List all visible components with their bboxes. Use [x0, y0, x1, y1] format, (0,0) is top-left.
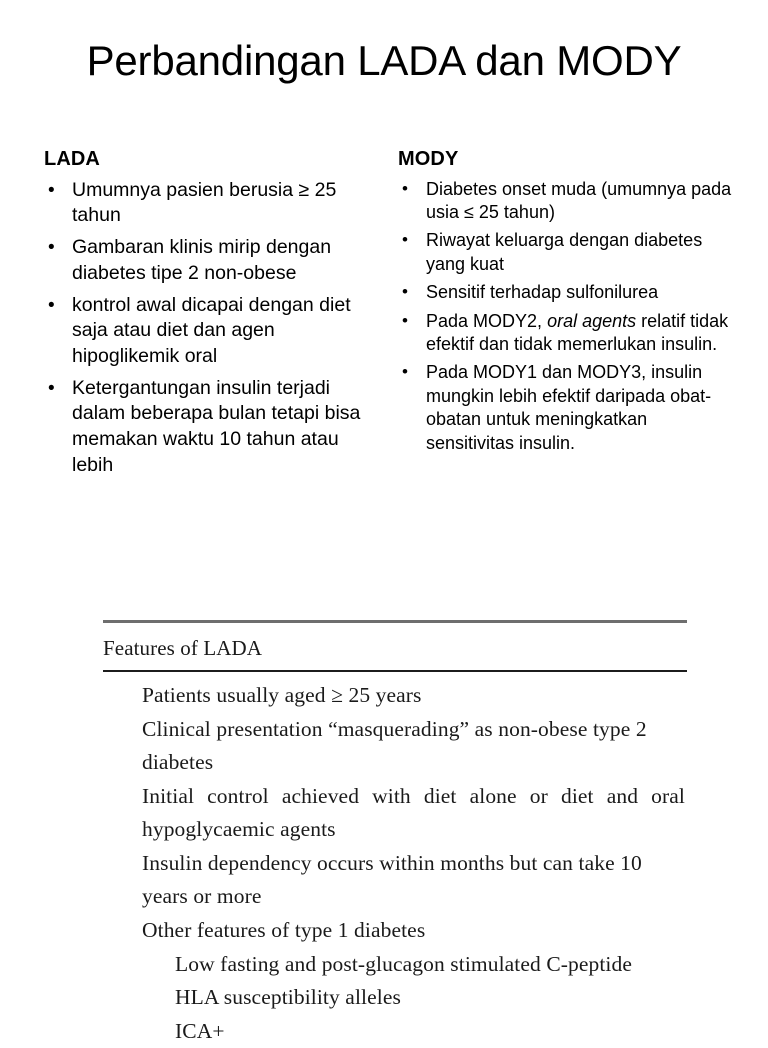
bullet-icon: • — [402, 230, 408, 250]
bullet-icon: • — [48, 237, 55, 259]
list-item-text — [426, 311, 728, 354]
table-row: Low fasting and post-glucagon stimulated C-peptide — [175, 951, 633, 976]
table-row: Clinical presentation “masquerading” as non-obese type 2 diabetes — [142, 716, 647, 775]
list-item-text-before: Pada MODY2, — [426, 310, 548, 331]
table-row: HLA susceptibility alleles — [175, 985, 401, 1010]
list-item — [44, 178, 384, 229]
table-row: Other features of type 1 diabetes — [142, 917, 426, 942]
list-item — [44, 235, 384, 286]
bullet-icon: • — [402, 178, 408, 198]
list-item-text: Pada MODY1 dan MODY3, insulin mungkin lebih efektif daripada obat-obatan untuk meningkatkan sensitivitas insulin. — [426, 362, 712, 453]
table-row: ICA+ — [175, 1018, 225, 1043]
bullet-icon: • — [402, 310, 408, 330]
list-item-text: Gambaran klinis mirip dengan diabetes tipe 2 non-obese — [72, 236, 332, 284]
bullet-icon: • — [48, 294, 55, 316]
features-of-lada-figure — [103, 620, 687, 1048]
list-item — [44, 376, 384, 479]
table-row: hypoglycaemic agents — [142, 817, 336, 842]
list-item — [44, 293, 384, 370]
list-item — [398, 281, 734, 304]
bullet-icon: • — [402, 362, 408, 382]
list-item-text: Umumnya pasien berusia ≥ 25 tahun — [72, 178, 337, 227]
lada-heading: LADA — [44, 148, 100, 170]
list-item-text: Sensitif terhadap sulfonilurea — [426, 282, 659, 303]
column-lada — [44, 148, 384, 485]
list-item-text: Ketergantungan insulin terjadi dalam beberapa bulan tetapi bisa memakan waktu 10 tahun atau lebih — [72, 376, 361, 476]
column-mody — [398, 148, 734, 460]
list-item-text: Riwayat keluarga dengan diabetes yang kuat — [426, 230, 703, 274]
bullet-icon: • — [48, 179, 55, 201]
bullet-icon: • — [48, 377, 55, 399]
list-item — [398, 229, 734, 276]
table-caption: Features of LADA — [103, 636, 263, 660]
table-row: Insulin dependency occurs within months but can take 10 — [142, 850, 642, 875]
table-row: years or more — [142, 884, 262, 909]
list-item-text-after: relatif tidak efektif dan tidak memerlukan insulin. — [426, 310, 729, 354]
table-body — [103, 672, 687, 1048]
bullet-icon: • — [402, 282, 408, 302]
list-item — [398, 361, 734, 455]
list-item — [398, 310, 734, 357]
list-item-text: Diabetes onset muda (umumnya pada usia ≤ 25 tahun) — [426, 178, 732, 222]
lada-bullet-list — [44, 178, 384, 479]
list-item — [398, 178, 734, 225]
table-row: Patients usually aged ≥ 25 years — [142, 683, 422, 708]
list-item-text: kontrol awal dicapai dengan diet saja atau diet dan agen hipoglikemik oral — [72, 293, 351, 367]
mody-bullet-list — [398, 178, 734, 455]
page-title: Perbandingan LADA dan MODY — [86, 37, 682, 84]
table-row: Initial control achieved with diet alone or diet and oral — [142, 783, 685, 808]
list-item-text-emphasis: oral agents — [547, 310, 637, 331]
mody-heading: MODY — [398, 148, 459, 170]
